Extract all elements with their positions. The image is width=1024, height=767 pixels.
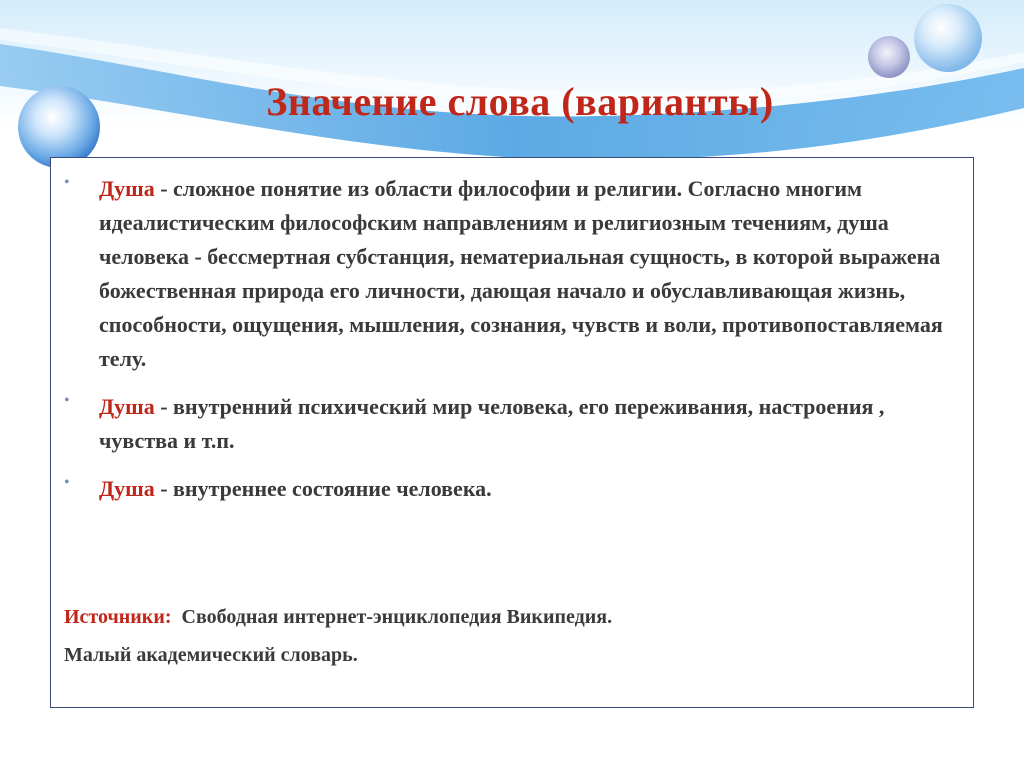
bullet-icon: • <box>64 474 70 491</box>
bubble-large-left <box>18 86 100 168</box>
page-title: Значение слова (варианты) <box>266 79 774 124</box>
definition-item-1 <box>51 172 975 376</box>
sources-label: Источники: <box>64 606 172 628</box>
definition-text <box>99 390 955 458</box>
definition-item-3 <box>51 472 975 506</box>
definition-body: - внутренний психический мир человека, его переживания, настроения , чувства и т.п. <box>99 394 885 453</box>
definition-list <box>51 172 975 520</box>
bullet-icon: • <box>64 174 70 191</box>
sources-wikipedia: Свободная интернет-энциклопедия Википедия. <box>171 606 613 628</box>
sources-line-2: Малый академический словарь. <box>64 644 358 666</box>
bubble-top-right <box>914 4 982 72</box>
definition-term: Душа <box>99 394 155 419</box>
definition-term: Душа <box>99 176 155 201</box>
definition-item-2 <box>51 390 975 458</box>
content-box <box>50 157 974 708</box>
bullet-icon: • <box>64 392 70 409</box>
definition-body: - сложное понятие из области философии и религии. Согласно многим идеалистическим философским направлениям и религиозным течениям, душа человека - бессмертная субстанция, нематериальная сущность, в которой выражена божественная природа его личности, дающая начало и обуславливающая жизнь, способности, ощущения, мышления, сознания, чувств и воли, противопоставляемая телу. <box>99 176 943 371</box>
definition-body: - внутреннее состояние человека. <box>154 476 492 501</box>
sources-block <box>64 598 944 674</box>
definition-text <box>99 472 955 506</box>
bubble-small-right <box>868 36 910 78</box>
definition-text <box>99 172 955 376</box>
sources-line-1 <box>64 598 944 636</box>
definition-term: Душа <box>99 476 155 501</box>
